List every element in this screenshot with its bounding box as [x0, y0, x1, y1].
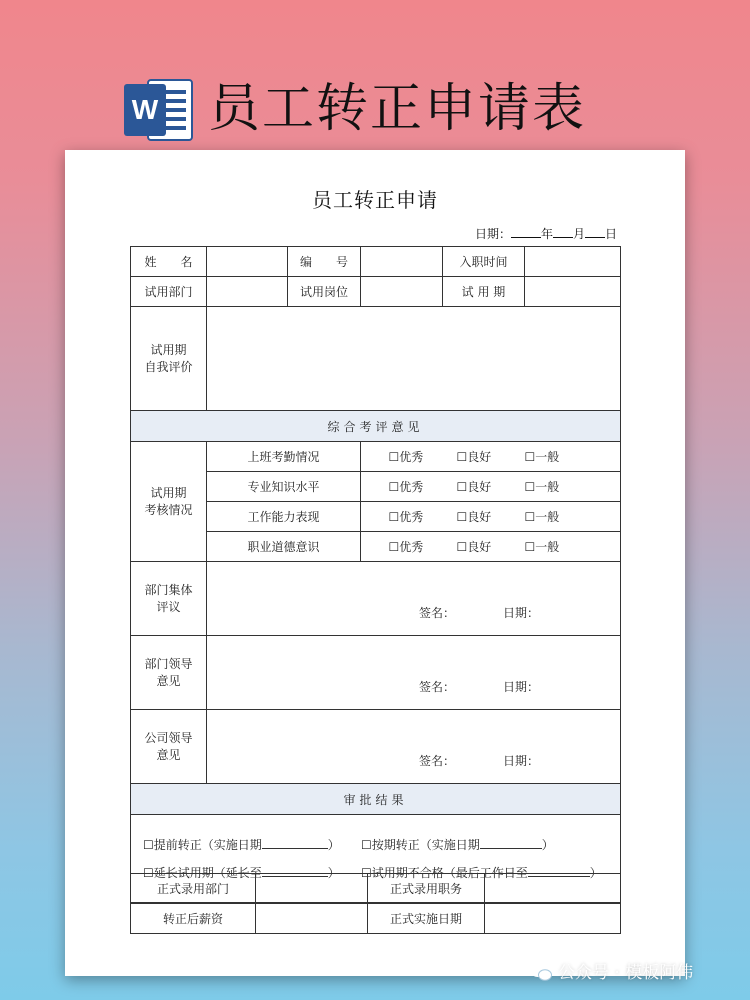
- trial-fail-option[interactable]: ☐试用期不合格（最后工作日至 ）: [361, 865, 602, 880]
- month-blank[interactable]: [553, 225, 573, 238]
- option-good-checkbox[interactable]: ☐良好: [456, 480, 492, 494]
- option-excellent-checkbox[interactable]: ☐优秀: [388, 540, 424, 554]
- signature-line: 签名： 日期：: [419, 606, 540, 620]
- assessment-options: [361, 442, 621, 472]
- approval-section-header: 审批结果: [131, 784, 621, 815]
- trial-period-field[interactable]: [525, 277, 621, 307]
- self-eval-label: 试用期 自我评价: [131, 307, 207, 411]
- dept-leader-label: 部门领导 意见: [131, 636, 207, 710]
- assessment-item: 上班考勤情况: [207, 442, 361, 472]
- join-date-field[interactable]: [525, 247, 621, 277]
- final-position-field[interactable]: [485, 874, 621, 904]
- day-label: 日: [604, 227, 617, 241]
- watermark: [530, 958, 693, 983]
- banner-title: 员工转正申请表: [208, 79, 587, 139]
- option-good-checkbox[interactable]: ☐良好: [456, 510, 492, 524]
- option-average-checkbox[interactable]: ☐一般: [524, 510, 560, 524]
- name-label: 姓 名: [131, 247, 207, 277]
- normal-confirm-option[interactable]: ☐按期转正（实施日期 ）: [361, 837, 554, 852]
- final-dept-field[interactable]: [256, 874, 368, 904]
- final-dept-label: 正式录用部门: [131, 874, 256, 904]
- option-good-checkbox[interactable]: ☐良好: [456, 450, 492, 464]
- assessment-options: [361, 472, 621, 502]
- assessment-item: 专业知识水平: [207, 472, 361, 502]
- option-excellent-checkbox[interactable]: ☐优秀: [388, 480, 424, 494]
- final-info-table: [130, 873, 621, 934]
- wechat-icon: [530, 964, 552, 982]
- option-excellent-checkbox[interactable]: ☐优秀: [388, 510, 424, 524]
- option-average-checkbox[interactable]: ☐一般: [524, 540, 560, 554]
- effective-date-field[interactable]: [485, 904, 621, 934]
- salary-label: 转正后薪资: [131, 904, 256, 934]
- assessment-item: 工作能力表现: [207, 502, 361, 532]
- watermark-text: 公众号 · 模板阿伟: [558, 963, 694, 983]
- document-date: [475, 225, 617, 242]
- trial-dept-label: 试用部门: [131, 277, 207, 307]
- document-title: 员工转正申请: [312, 188, 438, 212]
- trial-post-field[interactable]: [361, 277, 443, 307]
- word-icon: [122, 72, 196, 146]
- option-average-checkbox[interactable]: ☐一般: [524, 480, 560, 494]
- svg-text:W: W: [131, 94, 159, 125]
- assessment-label: 试用期 考核情况: [131, 442, 207, 562]
- option-average-checkbox[interactable]: ☐一般: [524, 450, 560, 464]
- final-position-label: 正式录用职务: [368, 874, 485, 904]
- month-label: 月: [572, 227, 585, 241]
- self-eval-field[interactable]: [207, 307, 621, 411]
- signature-line: 签名： 日期：: [419, 680, 540, 694]
- trial-post-label: 试用岗位: [288, 277, 361, 307]
- dept-collective-field[interactable]: [207, 562, 621, 636]
- trial-dept-field[interactable]: [207, 277, 288, 307]
- effective-date-label: 正式实施日期: [368, 904, 485, 934]
- name-field[interactable]: [207, 247, 288, 277]
- dept-leader-field[interactable]: [207, 636, 621, 710]
- day-blank[interactable]: [585, 225, 605, 238]
- number-label: 编 号: [288, 247, 361, 277]
- assessment-options: [361, 502, 621, 532]
- signature-line: 签名： 日期：: [419, 754, 540, 768]
- early-confirm-option[interactable]: ☐提前转正（实施日期 ）: [143, 837, 340, 852]
- date-label: 日期：: [474, 227, 511, 241]
- company-leader-field[interactable]: [207, 710, 621, 784]
- assessment-item: 职业道德意识: [207, 532, 361, 562]
- banner: [0, 62, 750, 152]
- assessment-options: [361, 532, 621, 562]
- dept-collective-label: 部门集体 评议: [131, 562, 207, 636]
- application-form: [130, 246, 621, 903]
- year-label: 年: [540, 227, 553, 241]
- document-page: [65, 150, 685, 976]
- join-date-label: 入职时间: [443, 247, 525, 277]
- year-blank[interactable]: [511, 225, 541, 238]
- option-good-checkbox[interactable]: ☐良好: [456, 540, 492, 554]
- number-field[interactable]: [361, 247, 443, 277]
- option-excellent-checkbox[interactable]: ☐优秀: [388, 450, 424, 464]
- review-section-header: 综合考评意见: [131, 411, 621, 442]
- trial-period-label: 试 用 期: [443, 277, 525, 307]
- salary-field[interactable]: [256, 904, 368, 934]
- extend-trial-option[interactable]: ☐延长试用期（延长至 ）: [143, 865, 340, 880]
- company-leader-label: 公司领导 意见: [131, 710, 207, 784]
